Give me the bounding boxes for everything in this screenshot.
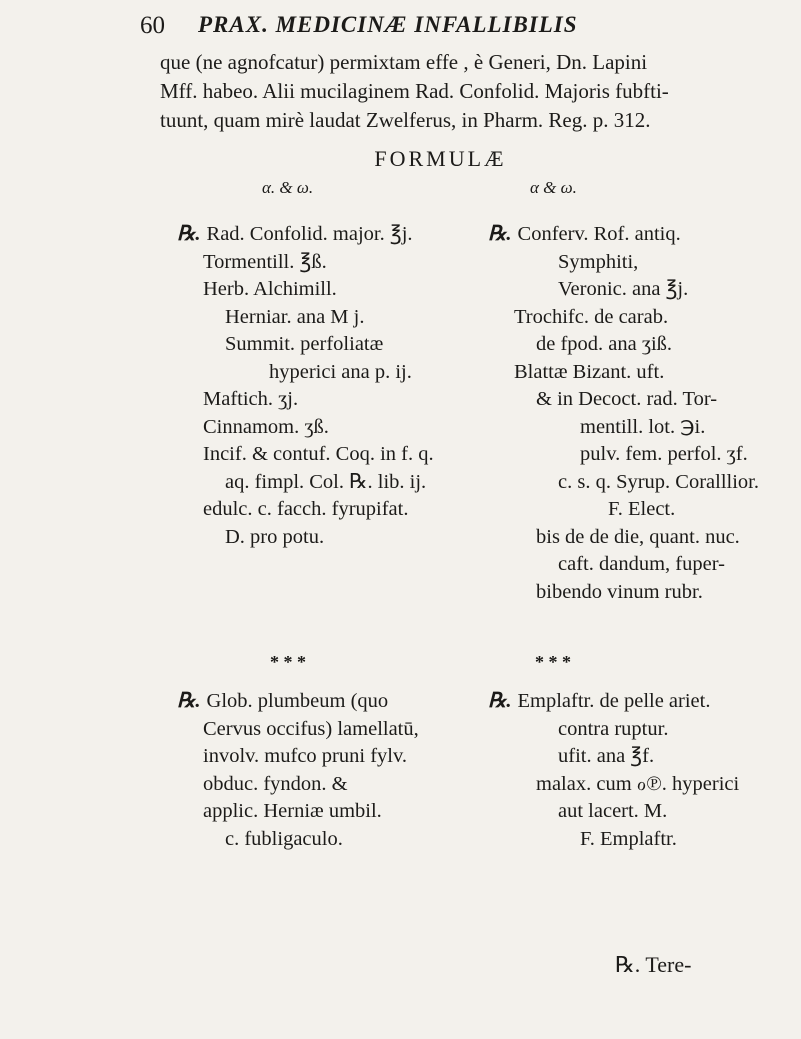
recipe-line: c. fubligaculo. (225, 827, 343, 850)
intro-paragraph (160, 48, 775, 135)
recipe-line: ℞. Glob. plumbeum (quo (177, 690, 389, 712)
intro-line: tuunt, quam mirè laudat Zwelferus, in Pharm. Reg. p. 312. (160, 108, 651, 132)
recipe-left-1 (177, 221, 477, 551)
recipe-line: pulv. fem. perfol. ʒf. (580, 443, 748, 465)
column-label-left: α. & ω. (262, 178, 314, 197)
recipe-line: Summit. perfoliatæ (225, 333, 384, 355)
recipe-line: aq. fimpl. Col. ℞. lib. ij. (225, 470, 427, 493)
recipe-line: ℞. Rad. Confolid. major. ℥j. (177, 223, 413, 245)
section-heading: FORMULÆ (374, 146, 507, 171)
recipe-line: malax. cum ℴ℗. hyperici (536, 772, 740, 795)
recipe-line: F. Emplaftr. (580, 827, 677, 850)
recipe-line: Veronic. ana ℥j. (558, 278, 689, 300)
recipe-line: bis de de die, quant. nuc. (536, 525, 740, 548)
recipe-line: Incif. & contuf. Coq. in f. q. (203, 443, 434, 465)
recipe-line: edulc. c. facch. fyrupifat. (203, 498, 409, 520)
recipe-line: ufit. ana ℥f. (558, 745, 655, 767)
recipe-line: aut lacert. M. (558, 800, 668, 822)
catchword: ℞. Tere- (615, 952, 692, 977)
asterism-right: * * * (535, 652, 571, 672)
rx-symbol: ℞. (177, 690, 201, 712)
intro-line: Mff. habeo. Alii mucilaginem Rad. Confolid. Majoris fubfti- (160, 79, 669, 103)
rx-symbol: ℞. (488, 690, 512, 712)
recipe-line: bibendo vinum rubr. (536, 580, 703, 603)
asterism-left: * * * (270, 652, 306, 672)
page-number: 60 (140, 12, 165, 39)
recipe-line: applic. Herniæ umbil. (203, 800, 382, 822)
recipe-line: hyperici ana p. ij. (269, 360, 412, 383)
recipe-line: Tormentill. ℥ß. (203, 250, 327, 273)
recipe-line: D. pro potu. (225, 525, 325, 548)
recipe-line: contra ruptur. (558, 717, 669, 740)
recipe-left-2 (177, 688, 477, 853)
recipe-line: F. Elect. (608, 498, 676, 520)
rx-symbol: ℞. (177, 223, 201, 245)
page-header (140, 12, 741, 44)
recipe-line: mentill. lot. ℈i. (580, 415, 706, 438)
recipe-line: obduc. fyndon. & (203, 772, 348, 795)
recipe-line: Blattæ Bizant. uft. (514, 360, 665, 383)
running-head: PRAX. MEDICINÆ INFALLIBILIS (198, 12, 578, 37)
recipe-line: Herb. Alchimill. (203, 278, 337, 300)
column-label-right: α & ω. (530, 178, 577, 197)
recipe-line: caft. dandum, fuper- (558, 553, 725, 575)
rx-symbol: ℞. (488, 223, 512, 245)
recipe-line: ℞. Emplaftr. de pelle ariet. (488, 690, 711, 712)
recipe-line: involv. mufco pruni fylv. (203, 745, 408, 767)
recipe-right-1 (488, 221, 788, 606)
recipe-line: de fpod. ana ʒiß. (536, 333, 673, 355)
recipe-line: ℞. Conferv. Rof. antiq. (488, 223, 681, 245)
intro-line: que (ne agnofcatur) permixtam effe , è Generi, Dn. Lapini (160, 50, 648, 74)
recipe-line: c. s. q. Syrup. Coralllior. (558, 470, 760, 493)
recipe-line: Maftich. ʒj. (203, 388, 299, 410)
recipe-line: Cervus occifus) lamellatū, (203, 717, 419, 740)
recipe-right-2 (488, 688, 788, 853)
recipe-line: Symphiti, (558, 250, 639, 273)
recipe-line: Herniar. ana M j. (225, 305, 365, 328)
recipe-line: Trochifc. de carab. (514, 305, 669, 328)
recipe-line: Cinnamom. ʒß. (203, 415, 329, 438)
recipe-line: & in Decoct. rad. Tor- (536, 388, 718, 410)
